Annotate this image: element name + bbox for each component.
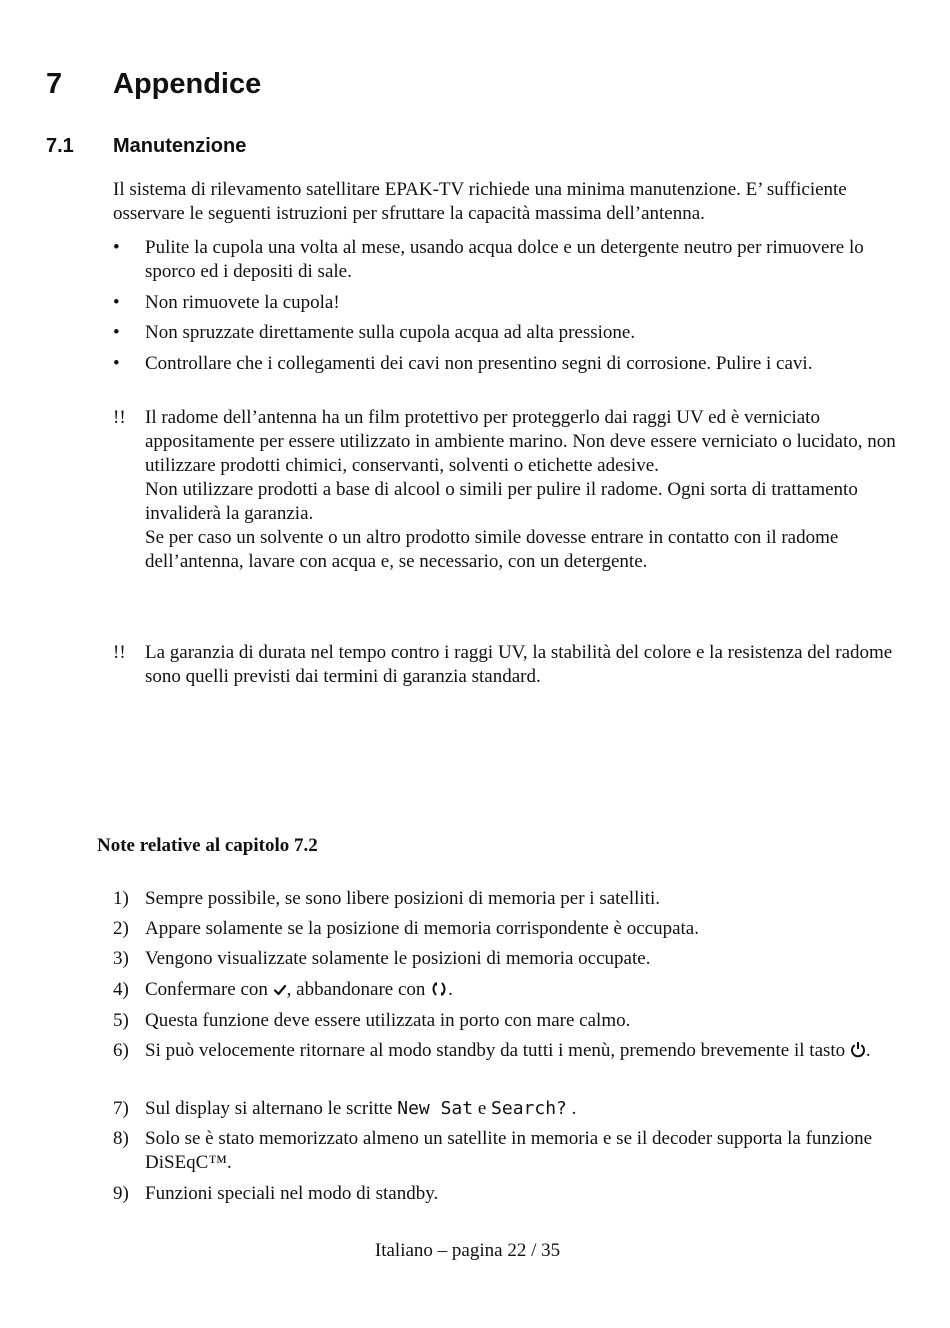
note-text: Sempre possibile, se sono libere posizioni di memoria per i satelliti. (145, 888, 661, 909)
list-item (113, 1039, 903, 1063)
list-item (113, 352, 903, 376)
note-text-part: . (865, 1040, 871, 1061)
list-item (113, 321, 903, 345)
list-item (113, 917, 903, 941)
warning-symbol: !! (113, 407, 126, 428)
note-text (145, 1097, 903, 1121)
chapter-number: 7 (46, 68, 63, 100)
list-item (113, 291, 903, 315)
note-number: 3) (113, 948, 129, 969)
note-number: 7) (113, 1098, 129, 1119)
warning-block (113, 641, 903, 689)
note-text-part: Si può velocemente ritornare al modo standby da tutti i menù, premendo brevemente il tasto (145, 1040, 846, 1061)
note-text: Funzioni speciali nel modo di standby. (145, 1183, 439, 1204)
note-text-part: Sul display si alternano le scritte (145, 1098, 393, 1119)
list-item (113, 887, 903, 911)
note-text-part: . (571, 1098, 577, 1119)
list-item (113, 1097, 903, 1121)
bullet-symbol: • (113, 353, 120, 374)
bullet-text: Non rimuovete la cupola! (145, 292, 340, 313)
intro-paragraph: Il sistema di rilevamento satellitare EPAK-TV richiede una minima manutenzione. E’ sufficiente osservare le seguenti istruzioni per sfruttare la capacità massima dell’antenna. (113, 179, 847, 224)
return-arrows-icon (430, 981, 448, 997)
bullet-text: Controllare che i collegamenti dei cavi non presentino segni di corrosione. Pulire i cavi. (145, 353, 813, 374)
bullet-symbol: • (113, 237, 120, 258)
warning-line: Il radome dell’antenna ha un film protettivo per proteggerlo dai raggi UV ed è verniciato appositamente per essere utilizzato in ambiente marino. Non deve essere verniciato o lucidato, non utilizzare prodotti chimici, conservanti, solventi o etichette adesive. (145, 407, 896, 476)
list-item (113, 236, 903, 284)
note-text: Vengono visualizzate solamente le posizioni di memoria occupate. (145, 948, 651, 969)
display-text-new-sat: New Sat (397, 1098, 474, 1119)
bullet-text: Non spruzzate direttamente sulla cupola acqua ad alta pressione. (145, 322, 636, 343)
note-text (145, 1039, 903, 1063)
bullet-text: Pulite la cupola una volta al mese, usando acqua dolce e un detergente neutro per rimuovere lo sporco ed i depositi di sale. (145, 237, 864, 282)
list-item (113, 1182, 903, 1206)
bullet-symbol: • (113, 322, 120, 343)
note-number: 6) (113, 1040, 129, 1061)
note-text: Appare solamente se la posizione di memoria corrispondente è occupata. (145, 918, 699, 939)
note-number: 9) (113, 1183, 129, 1204)
checkmark-icon (273, 983, 287, 997)
bullet-symbol: • (113, 292, 120, 313)
note-number: 4) (113, 979, 129, 1000)
list-item (113, 978, 903, 1002)
note-text-part: , abbandonare con (286, 979, 426, 1000)
note-text-part: Confermare con (145, 979, 268, 1000)
section-title: Manutenzione (113, 135, 247, 157)
list-item (113, 1127, 903, 1175)
chapter-title: Appendice (113, 68, 262, 100)
note-text-part: e (477, 1098, 487, 1119)
display-text-search: Search? (491, 1098, 567, 1119)
note-text (145, 978, 903, 1002)
note-number: 5) (113, 1010, 129, 1031)
power-icon (850, 1041, 866, 1058)
note-text: Solo se è stato memorizzato almeno un satellite in memoria e se il decoder supporta la funzione DiSEqC™. (145, 1128, 873, 1173)
notes-title: Note relative al capitolo 7.2 (97, 835, 318, 856)
section-number: 7.1 (46, 135, 74, 157)
note-text-part: . (448, 979, 453, 1000)
note-number: 2) (113, 918, 129, 939)
list-item (113, 1009, 903, 1033)
warning-line: Non utilizzare prodotti a base di alcool o simili per pulire il radome. Ogni sorta di trattamento invaliderà la garanzia. (145, 479, 858, 524)
warning-block (113, 406, 903, 574)
warning-line: La garanzia di durata nel tempo contro i raggi UV, la stabilità del colore e la resistenza del radome sono quelli previsti dai termini di garanzia standard. (145, 642, 893, 687)
page-footer: Italiano – pagina 22 / 35 (374, 1240, 561, 1261)
warning-symbol: !! (113, 642, 126, 663)
note-number: 1) (113, 888, 129, 909)
note-text: Questa funzione deve essere utilizzata in porto con mare calmo. (145, 1010, 631, 1031)
note-number: 8) (113, 1128, 129, 1149)
warning-line: Se per caso un solvente o un altro prodotto simile dovesse entrare in contatto con il radome dell’antenna, lavare con acqua e, se necessario, con un detergente. (145, 527, 839, 572)
list-item (113, 947, 903, 971)
